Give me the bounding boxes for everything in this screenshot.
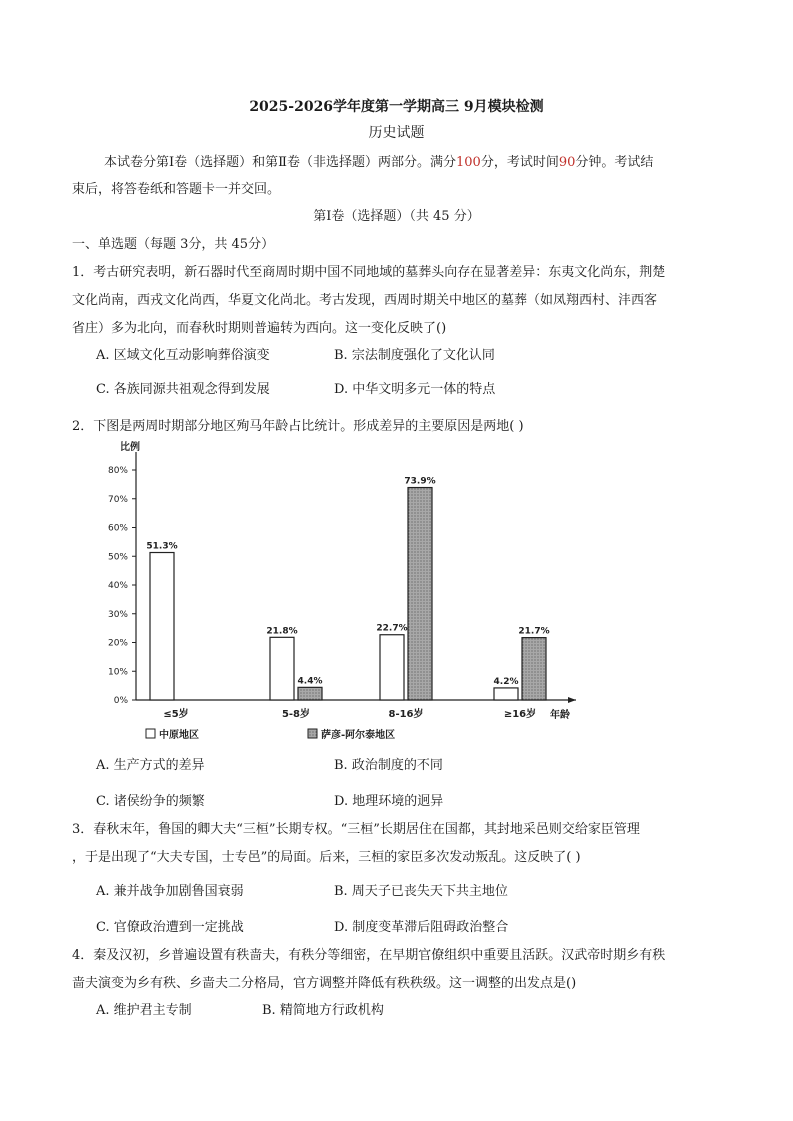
bar-sayan-altai [298,687,322,700]
y-tick-label: 20% [107,638,128,649]
q4-option-a[interactable]: A. 维护君主专制 [96,1003,192,1018]
q4-stem-2: 啬夫演变为乡有秩、乡啬夫二分格局，官方调整并降低有秩秩级。这一调整的出发点是() [72,976,577,991]
q4-option-b[interactable]: B. 精简地方行政机构 [262,1003,384,1018]
x-tick-label: 8-16岁 [388,709,424,720]
bar-value-label: 4.2% [493,676,519,687]
intro-text-a: 本试卷分第Ⅰ卷（选择题）和第Ⅱ卷（非选择题）两部分。满分 [104,155,456,170]
q2-option-c[interactable]: C. 诸侯纷争的频繁 [96,794,205,809]
q3-option-c[interactable]: C. 官僚政治遭到一定挑战 [96,920,244,935]
bar-central-plains [380,635,404,700]
x-tick-label: ≤5岁 [163,709,189,720]
exam-title: 2025-2026学年度第一学期高三 9月模块检测 [249,99,544,115]
y-tick-label: 60% [107,523,128,534]
bar-value-label: 51.3% [146,541,178,552]
q3-option-a[interactable]: A. 兼并战争加剧鲁国衰弱 [96,884,244,899]
intro-line-1 [104,151,653,170]
chart-legend [146,728,395,741]
question-type: 一、单选题（每题 3分，共 45分） [72,237,275,252]
legend-swatch-central-plains [146,729,155,738]
bar-central-plains [270,637,294,700]
intro-text-b: 分，考试时间 [480,155,559,170]
q3-stem-1: 3．春秋末年，鲁国的卿大夫“三桓”长期专权。“三桓”长期居住在国都，其封地采邑则交给家臣管理 [72,822,640,837]
y-tick-label: 30% [107,609,128,620]
y-tick-label: 40% [107,581,128,591]
legend-swatch-sayan-altai [308,729,317,738]
bar-sayan-altai [522,638,546,700]
q1-stem-1: 1．考古研究表明，新石器时代至商周时期中国不同地域的墓葬头向存在显著差异：东夷文化尚东，荆楚 [72,265,666,280]
q1-stem-2: 文化尚南，西戎文化尚西，华夏文化尚北。考古发现，西周时期关中地区的墓葬（如凤翔西村、沣西客 [72,293,658,308]
exam-subtitle: 历史试题 [368,125,425,141]
y-axis-label: 比例 [120,442,140,453]
intro-text-c: 分钟。考试结 [575,155,654,170]
horse-age-bar-chart [96,440,586,745]
x-axis-label: 年龄 [550,710,570,721]
section-title: 第Ⅰ卷（选择题）（共 45 分） [313,209,480,224]
bar-central-plains [150,553,174,700]
legend-label-sayan-altai: 萨彦-阿尔泰地区 [321,730,396,741]
y-tick-label: 70% [107,494,128,505]
q3-option-b[interactable]: B. 周天子已丧失天下共主地位 [334,884,508,899]
intro-line-2: 束后，将答卷纸和答题卡一并交回。 [72,182,281,197]
legend-label-central-plains: 中原地区 [159,730,199,741]
y-tick-label: 0% [113,696,128,706]
q1-option-c[interactable]: C. 各族同源共祖观念得到发展 [96,382,270,397]
bar-central-plains [494,688,518,700]
chart-bars [146,477,549,700]
x-tick-label: ≥16岁 [503,709,537,720]
q1-option-b[interactable]: B. 宗法制度强化了文化认同 [334,348,495,363]
q4-stem-1: 4．秦及汉初，乡普遍设置有秩啬夫，有秩分等细密，在早期官僚组织中重要且活跃。汉武帝时期乡有秩 [72,948,666,963]
bar-value-label: 73.9% [404,476,436,487]
exam-time: 90 [558,155,576,170]
q2-option-a[interactable]: A. 生产方式的差异 [96,758,205,773]
bar-value-label: 21.8% [266,626,298,637]
bar-value-label: 22.7% [376,623,408,634]
q3-option-d[interactable]: D. 制度变革滞后阻碍政治整合 [334,920,509,935]
q1-stem-3: 省庄）多为北向，而春秋时期则普遍转为西向。这一变化反映了() [72,321,447,336]
q3-stem-2: ，于是出现了“大夫专国，士专邑”的局面。后来，三桓的家臣多次发动叛乱。这反映了( ) [72,850,581,865]
q2-option-b[interactable]: B. 政治制度的不同 [334,758,443,773]
x-axis-arrow [568,697,576,703]
bar-sayan-altai [408,488,432,700]
bar-value-label: 21.7% [518,626,550,637]
y-tick-label: 10% [107,667,128,678]
q1-option-a[interactable]: A. 区域文化互动影响葬俗演变 [96,348,270,363]
y-tick-label: 50% [107,552,128,563]
q2-stem-1: 2．下图是两周时期部分地区殉马年龄占比统计。形成差异的主要原因是两地( ) [72,419,524,434]
full-score: 100 [455,155,481,170]
q1-option-d[interactable]: D. 中华文明多元一体的特点 [334,382,496,397]
q2-option-d[interactable]: D. 地理环境的迥异 [334,794,444,809]
x-tick-label: 5-8岁 [281,709,311,720]
bar-value-label: 4.4% [297,676,323,687]
y-tick-label: 80% [107,466,128,476]
